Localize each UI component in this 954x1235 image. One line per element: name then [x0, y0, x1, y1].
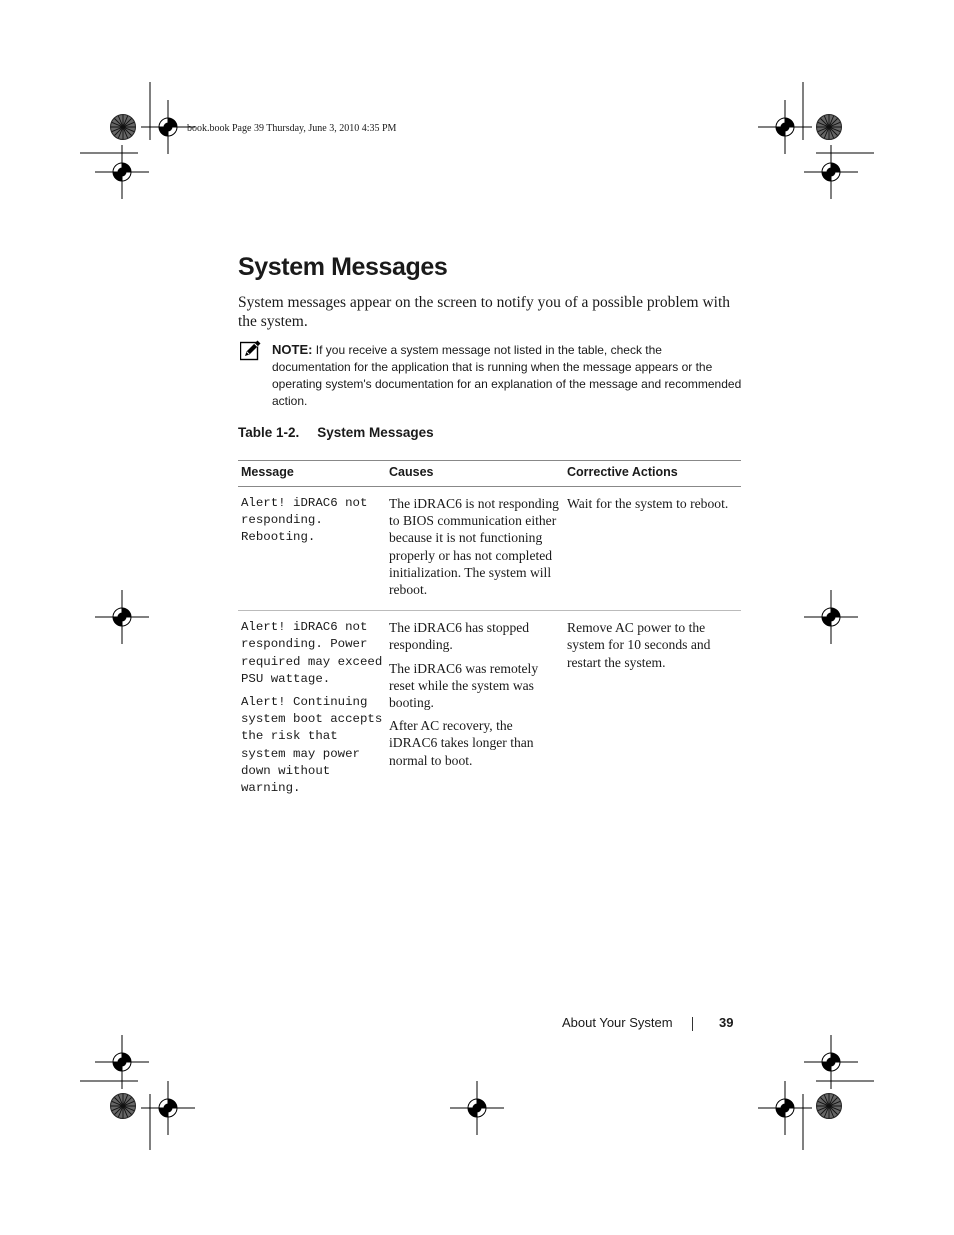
table-caption-title: System Messages [317, 425, 434, 440]
registration-mark-icon [758, 1081, 812, 1135]
note-text: If you receive a system message not listed in the table, check the documentation for the application that is running when the message appears or the operating system's documentation for an explanation of the message and recommended action. [272, 343, 742, 408]
registration-mark-icon [804, 590, 858, 644]
cause-text: The iDRAC6 has stopped responding. [389, 620, 530, 653]
causes-cell [386, 611, 564, 810]
causes-cell [386, 487, 564, 611]
action-text: Remove AC power to the system for 10 seconds and restart the system. [567, 620, 711, 670]
column-header-message: Message [238, 461, 386, 487]
cause-text: After AC recovery, the iDRAC6 takes longer than normal to boot. [389, 718, 534, 768]
cause-text: The iDRAC6 is not responding to BIOS communication either because it is not functioning properly or has not completed initialization. The system will reboot. [389, 496, 559, 598]
system-messages-table [238, 460, 741, 809]
table-caption-number: Table 1-2. [238, 425, 300, 440]
color-target-icon [111, 1094, 136, 1119]
registration-mark-icon [450, 1081, 504, 1135]
actions-cell [564, 487, 741, 611]
pencil-note-icon [240, 339, 262, 366]
color-target-icon [817, 1094, 842, 1119]
note-label: NOTE: [272, 342, 313, 357]
table-header-row [238, 461, 741, 487]
registration-mark-icon [758, 100, 812, 154]
footer-divider [692, 1017, 693, 1031]
color-target-icon [817, 115, 842, 140]
column-header-causes: Causes [386, 461, 564, 487]
footer-section-name: About Your System [562, 1015, 673, 1030]
color-target-icon [111, 115, 136, 140]
message-text: Alert! iDRAC6 not responding. Rebooting. [241, 496, 368, 545]
intro-paragraph: System messages appear on the screen to notify you of a possible problem with the system. [238, 294, 731, 330]
cause-text: The iDRAC6 was remotely reset while the system was booting. [389, 660, 539, 711]
message-text: Alert! iDRAC6 not responding. Power required may exceed PSU wattage. [241, 620, 383, 686]
registration-mark-icon [141, 1081, 195, 1135]
action-text: Wait for the system to reboot. [567, 496, 729, 511]
table-row [238, 611, 741, 810]
registration-mark-icon [95, 590, 149, 644]
column-header-corrective-actions: Corrective Actions [564, 461, 741, 487]
table-caption [238, 425, 434, 440]
message-cell [238, 487, 386, 611]
page-number: 39 [719, 1015, 734, 1030]
actions-cell [564, 611, 741, 810]
note-callout [272, 341, 742, 410]
page-title: System Messages [238, 253, 448, 281]
message-text: Alert! Continuing system boot accepts the risk that system may power down without warning. [241, 695, 383, 796]
table-row [238, 487, 741, 611]
print-slug: book.book Page 39 Thursday, June 3, 2010 4:35 PM [187, 123, 397, 134]
message-cell [238, 611, 386, 810]
